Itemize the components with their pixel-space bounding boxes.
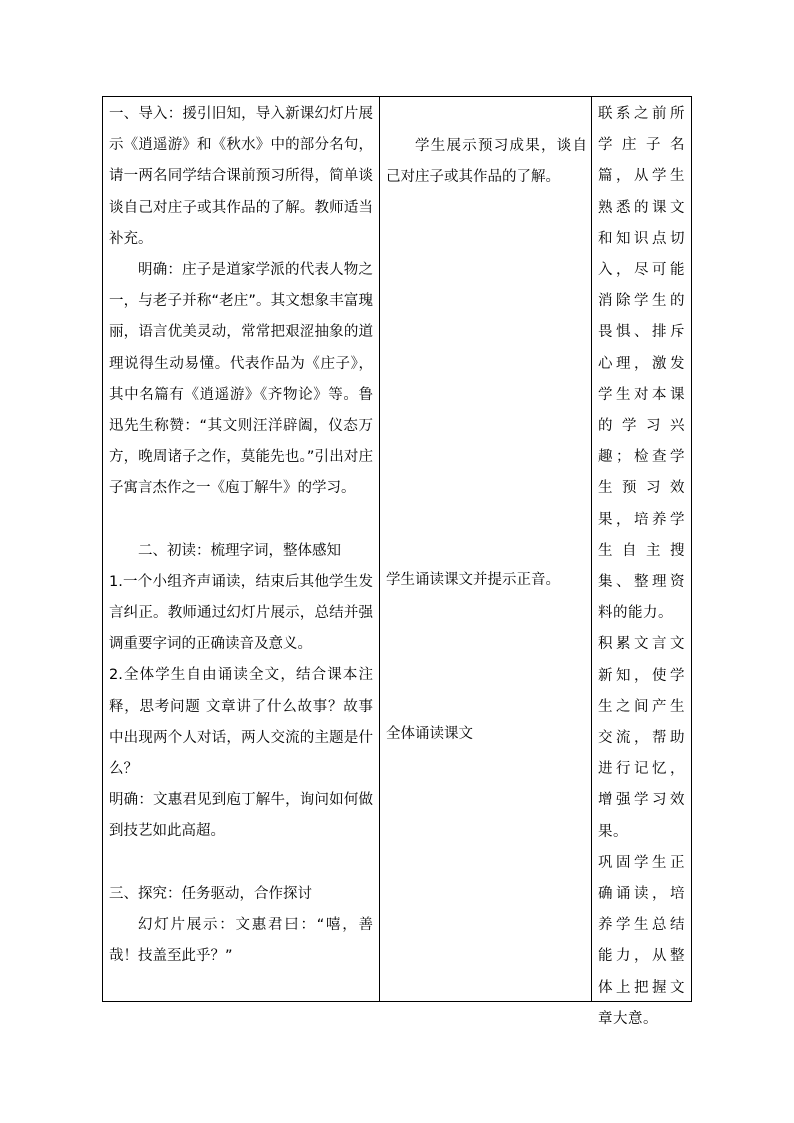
teacher-clarify-2: 明确：文惠君见到庖丁解牛，询问如何做到技艺如此高超。 [109,792,373,840]
teacher-activity-cell [103,97,380,1002]
student-activity-2: 学生诵读课文并提示正音。 [386,572,560,588]
table-row [103,97,692,1002]
spacer [109,848,373,879]
teacher-section-3-title: 三、探究：任务驱动，合作探讨 [109,885,312,902]
teacher-slide-quote: 幻灯片展示：文惠君曰：“嘻，善哉！技盖至此乎？” [109,916,373,965]
teacher-paragraph-clarify: 明确：庄子是道家学派的代表人物之一，与老子并称“老庄”。其文想象丰富瑰丽，语言优美灵动，常常把艰涩抽象的道理说得生动易懂。代表作品为《庄子》，其中名篇有《逍遥游》《齐物论》等。鲁迅先生称赞：“其文则汪洋辟阖，仪态万方，晚周诸子之作，莫能先也。”引出对庄子寓言杰作之一《庖丁解牛》的学习。 [109,262,373,497]
spacer [109,505,373,536]
student-activity-cell [380,97,592,1002]
student-activity-1: 学生展示预习成果，谈自己对庄子或其作品的了解。 [386,138,587,186]
teacher-section-2-title: 二、初读：梳理字词，整体感知 [138,542,341,559]
purpose-paragraph-1: 联系之前所学庄子名篇，从学生熟悉的课文和知识点切入，尽可能消除学生的畏惧、排斥心理，激发学生对本课的学习兴趣；检查学生预习效果，培养学生自主搜集、整理资料的能力。 [598,106,685,622]
student-activity-3: 全体诵读课文 [386,726,473,742]
design-purpose-cell [592,97,692,1027]
teacher-paragraph-intro: 一、导入：援引旧知，导入新课幻灯片展示《逍遥游》和《秋水》中的部分名句，请一两名同学结合课前预习所得，简单谈谈自己对庄子或其作品的了解。教师适当补充。 [109,106,373,247]
lesson-plan-table [102,96,692,1027]
purpose-paragraph-2: 积累文言文新知，使学生之间产生交流，帮助进行记忆，增强学习效果。 [598,636,685,840]
teacher-step-2: 2.全体学生自由诵读全文，结合课本注释，思考问题 文章讲了什么故事？故事中出现两个人对话，两人交流的主题是什么？ [109,667,373,778]
purpose-paragraph-3: 巩固学生正确诵读，培养学生总结能力，从整体上把握文章大意。 [598,854,685,1027]
teacher-step-1: 1.一个小组齐声诵读，结束后其他学生发言纠正。教师通过幻灯片展示，总结并强调重要字词的正确读音及意义。 [109,573,373,653]
